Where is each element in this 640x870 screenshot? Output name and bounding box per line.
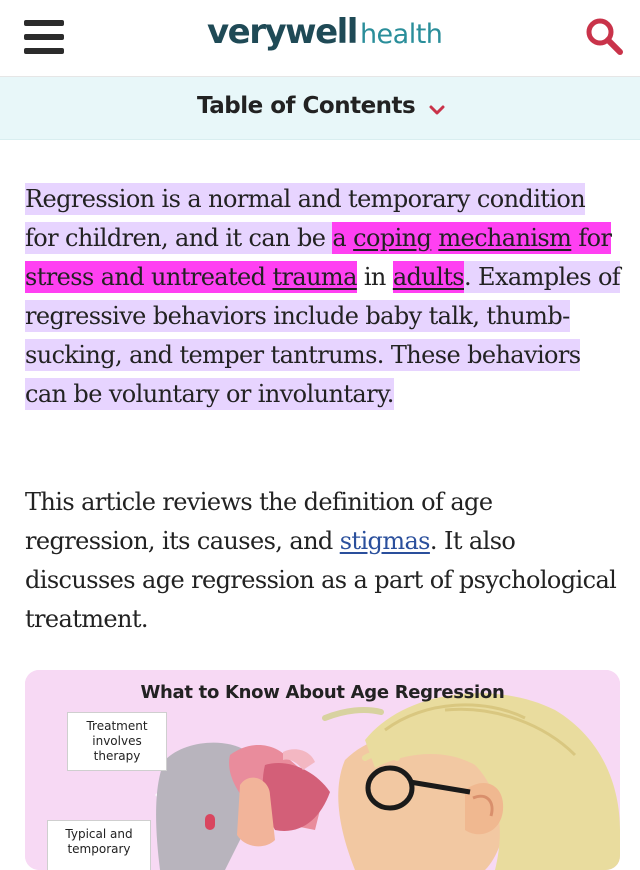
logo-verywell: verywell xyxy=(207,12,357,52)
paragraph-text: This article reviews the definition of age regression, its causes, and xyxy=(25,488,493,555)
callout-typical: Typical and temporary xyxy=(47,820,151,870)
trauma-link[interactable]: trauma xyxy=(272,263,357,291)
site-header xyxy=(0,0,640,77)
highlighted-text: Regression is a normal and temporary condition for children, and it can be xyxy=(25,185,586,252)
chevron-down-icon xyxy=(429,105,445,116)
adults-link[interactable]: adults xyxy=(392,263,464,291)
highlighted-text: . Examples of regressive behaviors include baby talk, thumb-sucking, and temper tantrums. These behaviors can be voluntary or involuntary. xyxy=(25,263,621,408)
search-icon[interactable] xyxy=(584,16,624,56)
logo-health: health xyxy=(359,19,443,50)
paragraph-text: . It also discusses age regression as a part of psychological treatment. xyxy=(25,527,617,633)
coping-link[interactable]: coping xyxy=(353,224,432,252)
mechanism-link[interactable]: mechanism xyxy=(438,224,572,252)
article-paragraph-intro xyxy=(25,180,625,414)
callout-treatment: Treatment involves therapy xyxy=(67,712,167,771)
site-logo[interactable] xyxy=(207,12,442,62)
toc-label: Table of Contents xyxy=(197,93,416,119)
infographic-card[interactable] xyxy=(25,670,620,870)
table-of-contents-toggle[interactable] xyxy=(0,77,640,140)
plain-text: in xyxy=(356,263,393,291)
article-paragraph-overview xyxy=(25,483,625,639)
strong-highlight xyxy=(393,261,464,293)
stigmas-link[interactable]: stigmas xyxy=(339,527,430,555)
highlight-text: a xyxy=(332,224,354,252)
infographic-title: What to Know About Age Regression xyxy=(140,682,505,703)
hamburger-menu-icon[interactable] xyxy=(24,20,64,54)
highlight-text: for stress and untreated xyxy=(25,224,612,291)
